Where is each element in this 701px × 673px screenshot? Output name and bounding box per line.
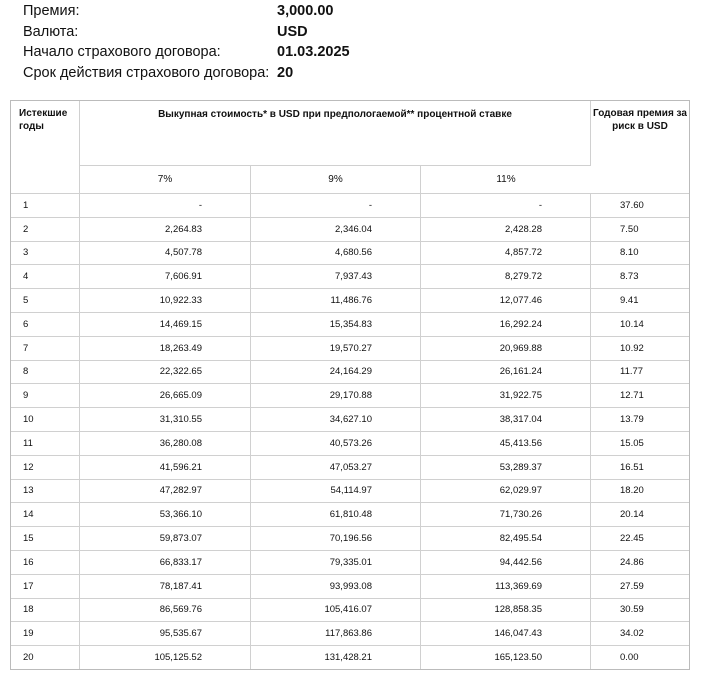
cell-value-9: 7,937.43 — [251, 265, 421, 289]
cell-value-9: 2,346.04 — [251, 218, 421, 242]
cell-year: 17 — [11, 575, 80, 599]
cell-value-11: 45,413.56 — [421, 432, 591, 456]
currency-value: USD — [277, 24, 308, 40]
cell-value-9: 61,810.48 — [251, 503, 421, 527]
cell-value-7: 47,282.97 — [80, 480, 251, 504]
cell-value-7: 31,310.55 — [80, 408, 251, 432]
cell-value-9: 11,486.76 — [251, 289, 421, 313]
cell-value-9: 105,416.07 — [251, 599, 421, 623]
header-years: Истекшие годы — [11, 101, 80, 194]
cell-year: 12 — [11, 456, 80, 480]
rate-7: 7% — [80, 166, 251, 194]
cell-value-9: 19,570.27 — [251, 337, 421, 361]
cell-value-7: 66,833.17 — [80, 551, 251, 575]
cell-value-7: 2,264.83 — [80, 218, 251, 242]
cell-risk-premium: 37.60 — [591, 194, 689, 218]
cell-risk-premium: 10.14 — [591, 313, 689, 337]
table-row — [11, 575, 689, 599]
cell-year: 7 — [11, 337, 80, 361]
cell-value-9: 54,114.97 — [251, 480, 421, 504]
table-row — [11, 480, 689, 504]
cell-value-9: 47,053.27 — [251, 456, 421, 480]
cell-value-11: 16,292.24 — [421, 313, 591, 337]
cell-value-9: - — [251, 194, 421, 218]
cell-risk-premium: 8.10 — [591, 242, 689, 266]
cell-value-9: 93,993.08 — [251, 575, 421, 599]
table-row — [11, 313, 689, 337]
table-row — [11, 289, 689, 313]
cell-value-11: 38,317.04 — [421, 408, 591, 432]
cell-value-11: 53,289.37 — [421, 456, 591, 480]
table-row — [11, 218, 689, 242]
cell-value-11: 8,279.72 — [421, 265, 591, 289]
cell-value-7: 59,873.07 — [80, 527, 251, 551]
cell-value-11: 31,922.75 — [421, 384, 591, 408]
cell-year: 8 — [11, 361, 80, 385]
cell-risk-premium: 20.14 — [591, 503, 689, 527]
cell-value-11: 165,123.50 — [421, 646, 591, 669]
cell-risk-premium: 13.79 — [591, 408, 689, 432]
cell-value-9: 40,573.26 — [251, 432, 421, 456]
cell-year: 10 — [11, 408, 80, 432]
table-row — [11, 361, 689, 385]
table-row — [11, 503, 689, 527]
cell-value-11: 26,161.24 — [421, 361, 591, 385]
table-row — [11, 337, 689, 361]
term-value: 20 — [277, 65, 294, 81]
cell-value-7: 4,507.78 — [80, 242, 251, 266]
cell-value-7: 53,366.10 — [80, 503, 251, 527]
cell-value-11: 62,029.97 — [421, 480, 591, 504]
cell-risk-premium: 34.02 — [591, 622, 689, 646]
cell-risk-premium: 0.00 — [620, 652, 639, 664]
table-row — [11, 551, 689, 575]
cell-value-9: 117,863.86 — [251, 622, 421, 646]
cell-year: 18 — [11, 599, 80, 623]
table-row — [11, 456, 689, 480]
term-label: Срок действия страхового договора: — [23, 65, 270, 81]
cell-value-9: 34,627.10 — [251, 408, 421, 432]
start-date-label: Начало страхового договора: — [23, 44, 221, 60]
cell-value-7: 10,922.33 — [80, 289, 251, 313]
cell-year: 11 — [11, 432, 80, 456]
cell-value-9: 79,335.01 — [251, 551, 421, 575]
cell-value-7: 7,606.91 — [80, 265, 251, 289]
cell-value-11: 82,495.54 — [421, 527, 591, 551]
table-row — [11, 242, 689, 266]
header-surrender-value: Выкупная стоимость* в USD при предпологаемой** процентной ставке — [80, 101, 591, 166]
cell-value-11: 4,857.72 — [421, 242, 591, 266]
cell-value-7: 14,469.15 — [80, 313, 251, 337]
cell-value-7: 36,280.08 — [80, 432, 251, 456]
table-row — [11, 194, 689, 218]
cell-value-7: 78,187.41 — [80, 575, 251, 599]
cell-value-11: 71,730.26 — [421, 503, 591, 527]
cell-year: 4 — [11, 265, 80, 289]
cell-value-7: 105,125.52 — [80, 646, 251, 669]
cell-value-9: 15,354.83 — [251, 313, 421, 337]
cell-value-7: 41,596.21 — [80, 456, 251, 480]
cell-value-9: 4,680.56 — [251, 242, 421, 266]
cell-value-11: 12,077.46 — [421, 289, 591, 313]
cell-value-11: 113,369.69 — [421, 575, 591, 599]
cell-risk-premium: 8.73 — [591, 265, 689, 289]
cell-year: 1 — [11, 194, 80, 218]
currency-label: Валюта: — [23, 24, 79, 40]
cell-year: 20 — [11, 646, 80, 669]
cell-value-7: 22,322.65 — [80, 361, 251, 385]
table-row — [11, 599, 689, 623]
cell-value-7: 26,665.09 — [80, 384, 251, 408]
cell-risk-premium: 18.20 — [591, 480, 689, 504]
cell-value-9: 29,170.88 — [251, 384, 421, 408]
cell-risk-premium: 22.45 — [591, 527, 689, 551]
cell-value-11: 20,969.88 — [421, 337, 591, 361]
table-row — [11, 408, 689, 432]
cell-value-11: - — [421, 194, 591, 218]
cell-year: 13 — [11, 480, 80, 504]
cell-value-11: 128,858.35 — [421, 599, 591, 623]
table-body — [11, 101, 689, 669]
cell-value-7: 86,569.76 — [80, 599, 251, 623]
cell-risk-premium: 12.71 — [591, 384, 689, 408]
cell-risk-premium: 9.41 — [591, 289, 689, 313]
header-annual-premium: Годовая премия за риск в USD — [591, 101, 689, 194]
cell-risk-premium: 15.05 — [591, 432, 689, 456]
cell-risk-premium: 7.50 — [591, 218, 689, 242]
table-row — [11, 646, 689, 669]
cell-value-9: 24,164.29 — [251, 361, 421, 385]
table-row — [11, 265, 689, 289]
policy-summary — [0, 0, 701, 98]
cell-risk-premium: 27.59 — [591, 575, 689, 599]
table-header-row — [11, 101, 689, 166]
start-date-value: 01.03.2025 — [277, 44, 350, 60]
cell-year: 15 — [11, 527, 80, 551]
cell-risk-premium: 11.77 — [591, 361, 689, 385]
cell-value-9: 131,428.21 — [251, 646, 421, 669]
table-row — [11, 432, 689, 456]
cell-year: 19 — [11, 622, 80, 646]
table-row — [11, 384, 689, 408]
cell-value-7: 18,263.49 — [80, 337, 251, 361]
cell-year: 6 — [11, 313, 80, 337]
cell-value-9: 70,196.56 — [251, 527, 421, 551]
cell-year: 14 — [11, 503, 80, 527]
rate-11: 11% — [421, 166, 591, 194]
cell-year: 9 — [11, 384, 80, 408]
cell-year: 16 — [11, 551, 80, 575]
cell-value-7: 95,535.67 — [80, 622, 251, 646]
table-row — [11, 527, 689, 551]
premium-value: 3,000.00 — [277, 3, 334, 19]
cell-value-11: 2,428.28 — [421, 218, 591, 242]
cell-year: 2 — [11, 218, 80, 242]
cell-risk-premium: 30.59 — [591, 599, 689, 623]
table-rates-row — [11, 166, 689, 194]
rate-9: 9% — [251, 166, 421, 194]
cell-year: 3 — [11, 242, 80, 266]
table-row — [11, 622, 689, 646]
cell-risk-premium: 24.86 — [591, 551, 689, 575]
cell-value-7: - — [80, 194, 251, 218]
premium-label: Премия: — [23, 3, 80, 19]
surrender-value-table — [10, 100, 690, 670]
cell-value-11: 94,442.56 — [421, 551, 591, 575]
surrender-table-wrapper — [10, 100, 690, 670]
cell-value-11: 146,047.43 — [421, 622, 591, 646]
cell-risk-premium: 10.92 — [591, 337, 689, 361]
cell-risk-premium: 16.51 — [591, 456, 689, 480]
cell-year: 5 — [11, 289, 80, 313]
